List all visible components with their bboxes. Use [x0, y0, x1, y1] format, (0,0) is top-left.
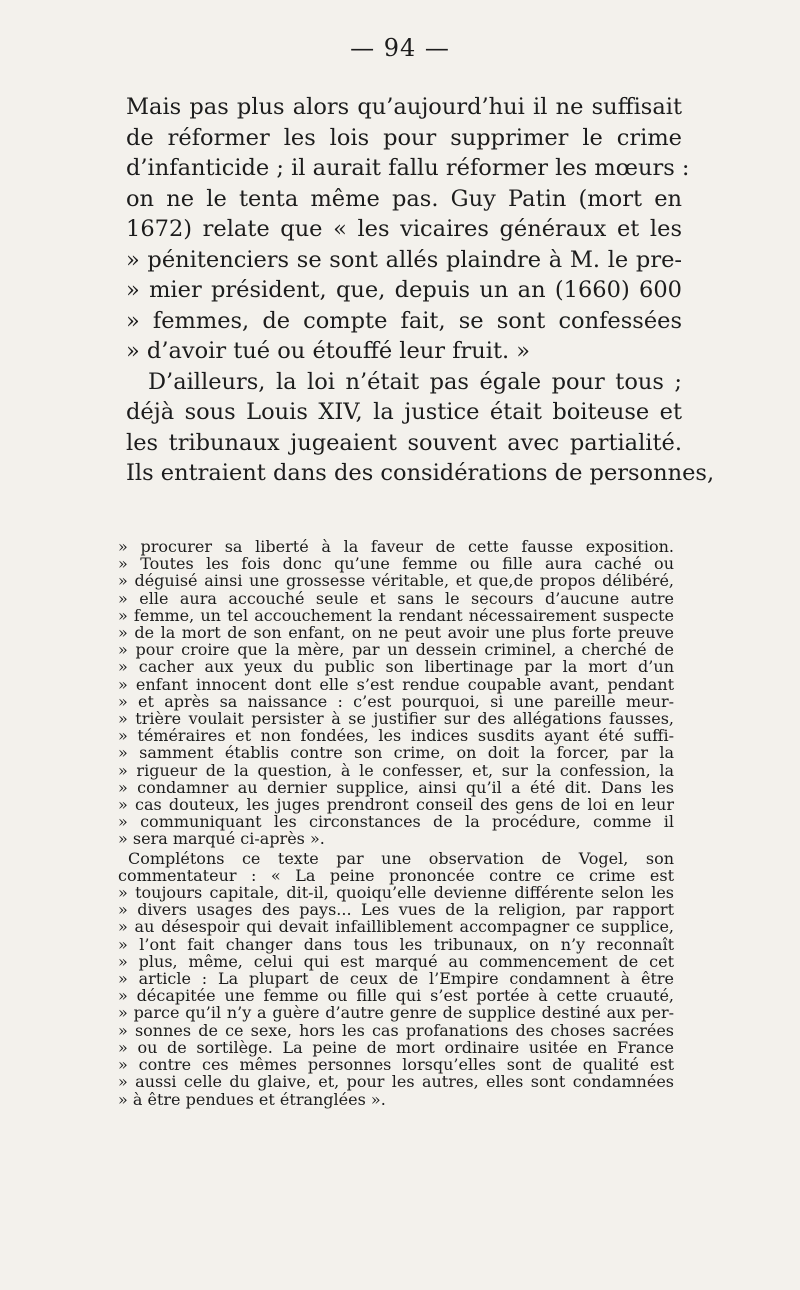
footnote: [118, 538, 674, 1108]
footnote-line: » communiquant les circonstances de la procédure, comme il: [118, 812, 674, 832]
text-line: d’infanticide ; il aurait fallu réformer les mœurs :: [126, 155, 690, 181]
footnote-line: » parce qu’il n’y a guère d’autre genre de supplice destiné aux per-: [118, 1003, 674, 1023]
footnote-line: » à être pendues et étranglées ».: [118, 1089, 386, 1109]
text-line: 1672) relate que « les vicaires généraux et les: [126, 216, 682, 242]
footnote-line: » téméraires et non fondées, les indices susdits ayant été suffi-: [118, 726, 674, 746]
footnote-line: » décapitée une femme ou fille qui s’est portée à cette cruauté,: [118, 986, 674, 1006]
footnote-line: » femme, un tel accouchement la rendant nécessairement suspecte: [118, 605, 674, 625]
text-line: on ne le tenta même pas. Guy Patin (mort en: [126, 185, 682, 212]
text-line: » mier président, que, depuis un an (1660) 600: [126, 277, 682, 303]
footnote-line: » contre ces mêmes personnes lorsqu’elles sont de qualité est: [118, 1055, 674, 1075]
footnote-line: » cacher aux yeux du public son libertinage par la mort d’un: [118, 657, 674, 677]
text-line: les tribunaux jugeaient souvent avec partialité.: [126, 429, 682, 456]
footnote-line: » samment établis contre son crime, on doit la forcer, par la: [118, 743, 674, 763]
footnote-line: Complétons ce texte par une observation de Vogel, son: [128, 848, 674, 868]
footnote-line: » ou de sortilège. La peine de mort ordinaire usitée en France: [118, 1037, 674, 1057]
footnote-line: » elle aura accouché seule et sans le secours d’aucune autre: [118, 588, 674, 608]
footnote-line: » pour croire que la mère, par un dessein criminel, a cherché de: [118, 640, 674, 660]
footnote-line: » sera marqué ci-après ».: [118, 829, 325, 849]
footnote-line: » au désespoir qui devait infailliblement accompagner ce supplice,: [118, 917, 674, 937]
footnote-line: » déguisé ainsi une grossesse véritable, et que,de propos délibéré,: [118, 571, 674, 591]
text-line: » femmes, de compte fait, se sont confessées: [126, 307, 682, 334]
text-line: » d’avoir tué ou étouffé leur fruit. »: [126, 338, 531, 364]
footnote-line: » rigueur de la question, à le confesser, et, sur la confession, la: [118, 760, 674, 780]
text-line: de réformer les lois pour supprimer le crime: [126, 124, 682, 151]
footnote-line: » plus, même, celui qui est marqué au commencement de cet: [118, 951, 674, 971]
text-line: Ils entraient dans des considérations de personnes,: [126, 460, 715, 486]
footnote-line: » l’ont fait changer dans tous les tribunaux, on n’y reconnaît: [118, 934, 674, 954]
footnote-line: » sonnes de ce sexe, hors les cas profanations des choses sacrées: [118, 1020, 674, 1040]
footnote-line: » divers usages des pays... Les vues de la religion, par rapport: [118, 900, 674, 920]
text-line: » pénitenciers se sont allés plaindre à M. le pre-: [126, 246, 682, 273]
footnote-line: » cas douteux, les juges prendront conseil des gens de loi en leur: [118, 795, 674, 815]
footnote-line: » Toutes les fois donc qu’une femme ou fille aura caché ou: [118, 554, 674, 574]
footnote-line: » aussi celle du glaive, et, pour les autres, elles sont condamnées: [118, 1072, 674, 1092]
footnote-line: commentateur : « La peine prononcée contre ce crime est: [118, 865, 674, 885]
text-line: Mais pas plus alors qu’aujourd’hui il ne suffisait: [126, 94, 682, 120]
main-text: [126, 92, 715, 489]
footnote-line: » toujours capitale, dit-il, quoiqu’elle devienne différente selon les: [118, 883, 674, 903]
footnote-line: » enfant innocent dont elle s’est rendue coupable avant, pendant: [118, 674, 674, 694]
text-line: D’ailleurs, la loi n’était pas égale pour tous ;: [148, 368, 682, 395]
page-number: — 94 —: [350, 34, 450, 62]
footnote-line: » condamner au dernier supplice, ainsi qu’il a été dit. Dans les: [118, 777, 674, 797]
text-line: déjà sous Louis XIV, la justice était boiteuse et: [126, 399, 682, 425]
footnote-line: » article : La plupart de ceux de l’Empire condamnent à être: [118, 969, 674, 989]
footnote-line: » et après sa naissance : c’est pourquoi, si une pareille meur-: [118, 691, 674, 711]
footnote-line: » de la mort de son enfant, on ne peut avoir une plus forte preuve: [118, 623, 674, 643]
footnote-line: » procurer sa liberté à la faveur de cette fausse exposition.: [118, 537, 674, 556]
footnote-line: » trière voulait persister à se justifier sur des allégations fausses,: [118, 709, 674, 729]
